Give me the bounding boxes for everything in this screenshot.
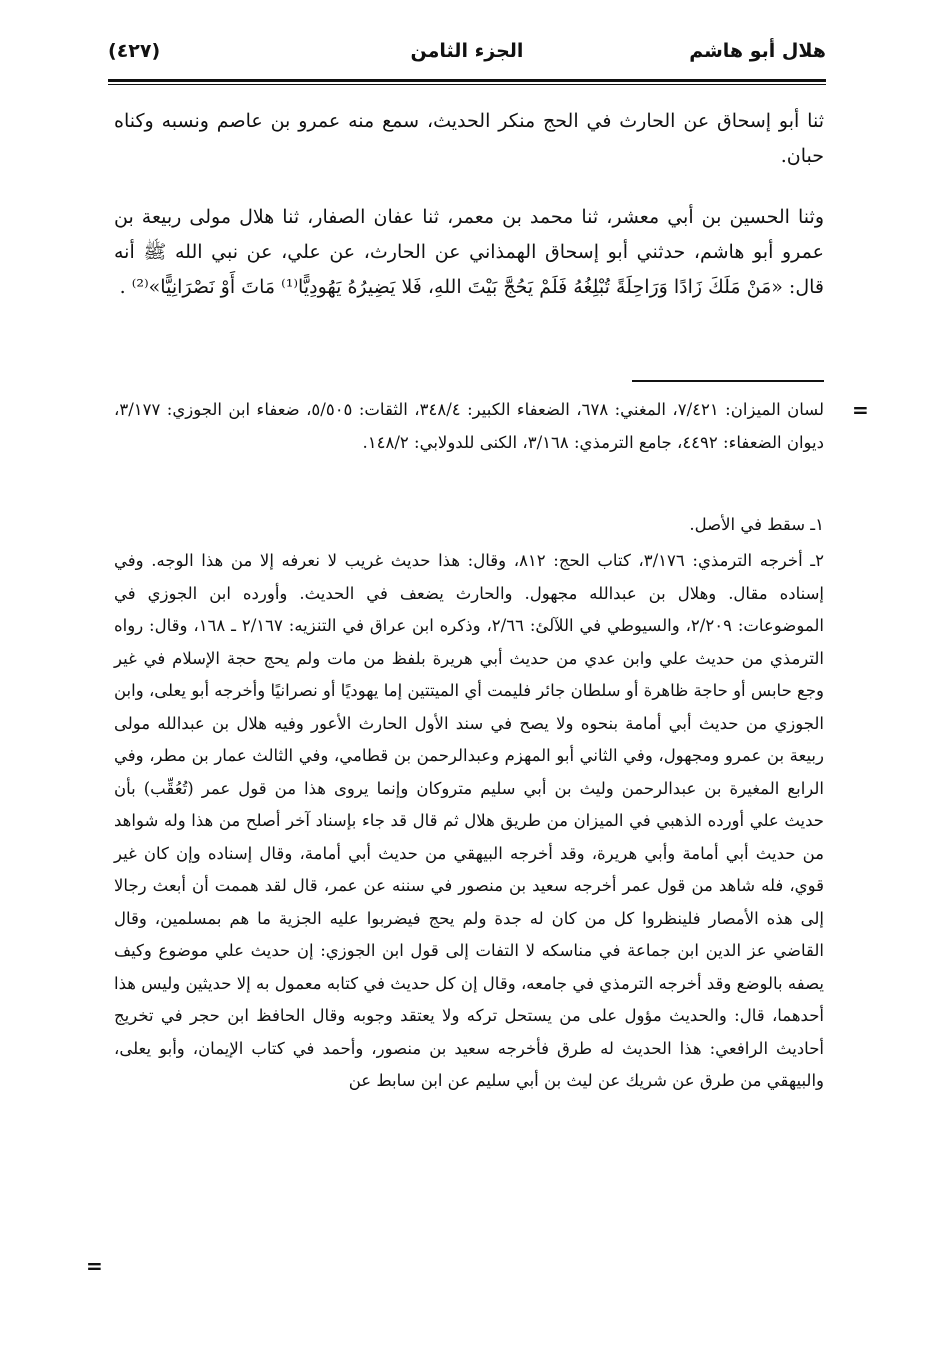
page-number: (٤٢٧) xyxy=(108,40,161,62)
body-paragraph-1: ثنا أبو إسحاق عن الحارث في الحج منكر الحديث، سمع منه عمرو بن عاصم ونسبه وكناه حبان. xyxy=(114,110,824,167)
header-rule-thin xyxy=(108,84,826,85)
footnote-1: ١ـ سقط في الأصل. xyxy=(689,515,824,534)
body-paragraph-2: وثنا الحسين بن أبي معشر، ثنا محمد بن معمر، ثنا عفان الصفار، ثنا هلال مولى ربيعة بن عمرو أبو هاشم، حدثني أبو إسحاق الهمذاني عن الحارث، عن علي، عن نبي الله ﷺ أنه قال: «مَنْ مَلَكَ زَادًا وَرَاحِلَةً تُبْلِغُهُ فَلَمْ يَحُجَّ بَيْتَ اللهِ، فَلا يَضِيرُهُ يَهُودِيًّا⁽¹⁾ مَاتَ أَوْ نَصْرَانِيًّا»⁽²⁾ . xyxy=(114,206,824,298)
header-rule xyxy=(108,79,826,82)
footnote-continued: لسان الميزان: ٧/٤٢١، المغني: ٦٧٨، الضعفاء الكبير: ٣٤٨/٤، الثقات: ٥/٥٠٥، ضعفاء ابن الجوزي: ٣/١٧٧، ديوان الضعفاء: ٤٤٩٢، جامع الترمذي: ٣/١٦٨، الكنى للدولابي: ١٤٨/٢. xyxy=(114,400,824,452)
continuation-marker-top: = xyxy=(852,398,869,422)
running-head-volume: الجزء الثامن xyxy=(410,40,524,62)
continuation-marker-bottom: = xyxy=(86,1254,103,1278)
footnote-separator xyxy=(632,380,824,382)
running-head-entry: هلال أبو هاشم xyxy=(689,40,826,62)
page-header xyxy=(108,36,826,80)
footnote-2: ٢ـ أخرجه الترمذي: ٣/١٧٦، كتاب الحج: ٨١٢، وقال: هذا حديث غريب لا نعرفه إلا من هذا الوجه. وفي إسناده مقال. وهلال بن عبدالله مجهول. والحارث يضعف في الحديث. وأورده ابن الجوزي في الموضوعات: ٢/٢٠٩، والسيوطي في اللآلئ: ٢/٦٦، وذكره ابن عراق في التنزيه: ٢/١٦٧ ـ ١٦٨، وقال: رواه الترمذي من حديث علي وابن عدي من حديث أبي هريرة بلفظ من مات ولم يحج حجة الإسلام في غير وجع حابس أو حاجة ظاهرة أو سلطان جائر فليمت أي الميتتين إما يهوديًا أو نصرانيًا وأخرجه أبو يعلى، وابن الجوزي من حديث أبي أمامة بنحوه ولا يصح في سند الأول الحارث الأعور وفيه هلال بن عبدالله مولى ربيعة بن عمرو ومجهول، وفي الثاني أبو المهزم وعبدالرحمن بن قطامي، وفي الثالث عمار بن مطر، وفي الرابع المغيرة بن عبدالرحمن وليث بن أبي سليم متروكان وإنما يروى هذا من قول عمر (تُعُقِّب) بأن حديث علي أورده الذهبي في الميزان من طريق هلال ثم قال قد جاء بإسناد آخر أصلح من هذا وله شواهد من حديث أبي أمامة وأبي هريرة، وقد أخرجه البيهقي من حديث أبي أمامة، وقال إسناده وإن كان غير قوي، فله شاهد من قول عمر أخرجه سعيد بن منصور في سننه عن عمر، قال لقد هممت أن أبعث رجالا إلى هذه الأمصار فلينظروا كل من كان له جدة ولم يحج فيضربوا عليه الجزية ما هم بمسلمين، وقال القاضي عز الدين ابن جماعة في مناسكه لا التفات إلى قول ابن الجوزي: إن حديث علي موضوع وكيف يصفه بالوضع وقد أخرجه الترمذي في جامعه، وقال إن كل حديث في كتابه معمول به إلا حديثين وليس هذا أحدهما، قال: والحديث مؤول على من يستحل تركه ولا يعتقد وجوبه وقال الحافظ ابن حجر في تخريج أحاديث الرافعي: هذا الحديث له طرق فأخرجه سعيد بن منصور، وأحمد في كتاب الإيمان، وأبو يعلى، والبيهقي من طرق عن شريك عن ليث بن أبي سليم عن ابن سابط عن xyxy=(114,551,824,1090)
